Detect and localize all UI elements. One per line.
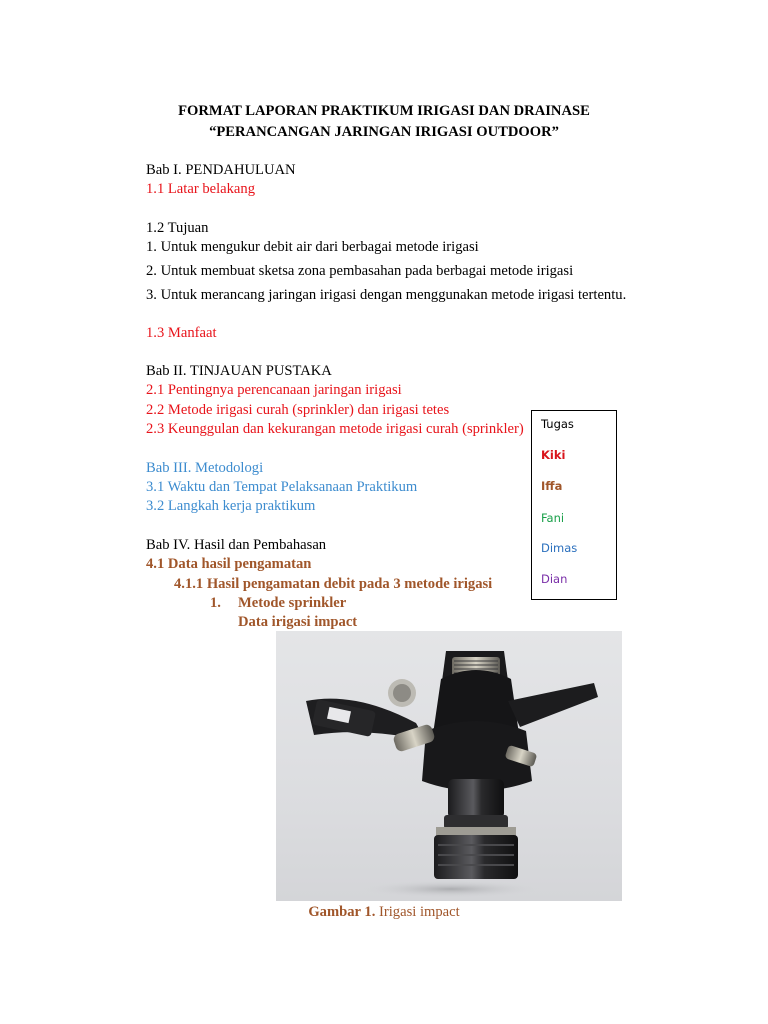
caption-label: Gambar 1. <box>308 904 376 920</box>
tugas-name-iffa: Iffa <box>541 479 563 493</box>
section-4-1-1: 4.1.1 Hasil pengamatan debit pada 3 metode irigasi <box>174 576 493 592</box>
tugas-name-dimas: Dimas <box>541 541 578 555</box>
impact-sprinkler-photo <box>276 631 622 901</box>
section-4-1: 4.1 Data hasil pengamatan <box>146 556 312 572</box>
caption-text: Irigasi impact <box>379 904 460 920</box>
section-3-1: 3.1 Waktu dan Tempat Pelaksanaan Praktikum <box>146 479 418 495</box>
section-1-1: 1.1 Latar belakang <box>146 181 255 197</box>
bab4-heading: Bab IV. Hasil dan Pembahasan <box>146 537 327 553</box>
data-irigasi-label: Data irigasi impact <box>238 614 358 630</box>
section-2-1: 2.1 Pentingnya perencanaan jaringan irigasi <box>146 382 402 398</box>
tujuan-item-2: 2. Untuk membuat sketsa zona pembasahan pada berbagai metode irigasi <box>146 263 574 279</box>
section-1-2: 1.2 Tujuan <box>146 220 209 236</box>
tujuan-item-1: 1. Untuk mengukur debit air dari berbagai metode irigasi <box>146 239 479 255</box>
section-2-3: 2.3 Keunggulan dan kekurangan metode irigasi curah (sprinkler) <box>146 421 524 437</box>
tugas-name-dian: Dian <box>541 572 568 586</box>
bab1-heading: Bab I. PENDAHULUAN <box>146 162 296 178</box>
tugas-title: Tugas <box>541 417 574 431</box>
section-2-2: 2.2 Metode irigasi curah (sprinkler) dan irigasi tetes <box>146 402 450 418</box>
bab2-heading: Bab II. TINJAUAN PUSTAKA <box>146 363 332 379</box>
section-1-3: 1.3 Manfaat <box>146 325 217 341</box>
doc-subtitle: “PERANCANGAN JARINGAN IRIGASI OUTDOOR” <box>209 124 559 140</box>
section-3-2: 3.2 Langkah kerja praktikum <box>146 498 316 514</box>
tugas-name-kiki: Kiki <box>541 448 566 462</box>
figure-caption <box>0 903 768 921</box>
list-number: 1. <box>210 595 221 611</box>
sprinkler-illustration <box>276 631 622 901</box>
bab3-heading: Bab III. Metodologi <box>146 460 264 476</box>
tugas-box <box>531 410 617 600</box>
tugas-name-fani: Fani <box>541 511 565 525</box>
metode-sprinkler-label: Metode sprinkler <box>238 595 347 611</box>
tujuan-item-3: 3. Untuk merancang jaringan irigasi dengan menggunakan metode irigasi tertentu. <box>146 287 627 303</box>
doc-title: FORMAT LAPORAN PRAKTIKUM IRIGASI DAN DRAINASE <box>178 103 590 119</box>
